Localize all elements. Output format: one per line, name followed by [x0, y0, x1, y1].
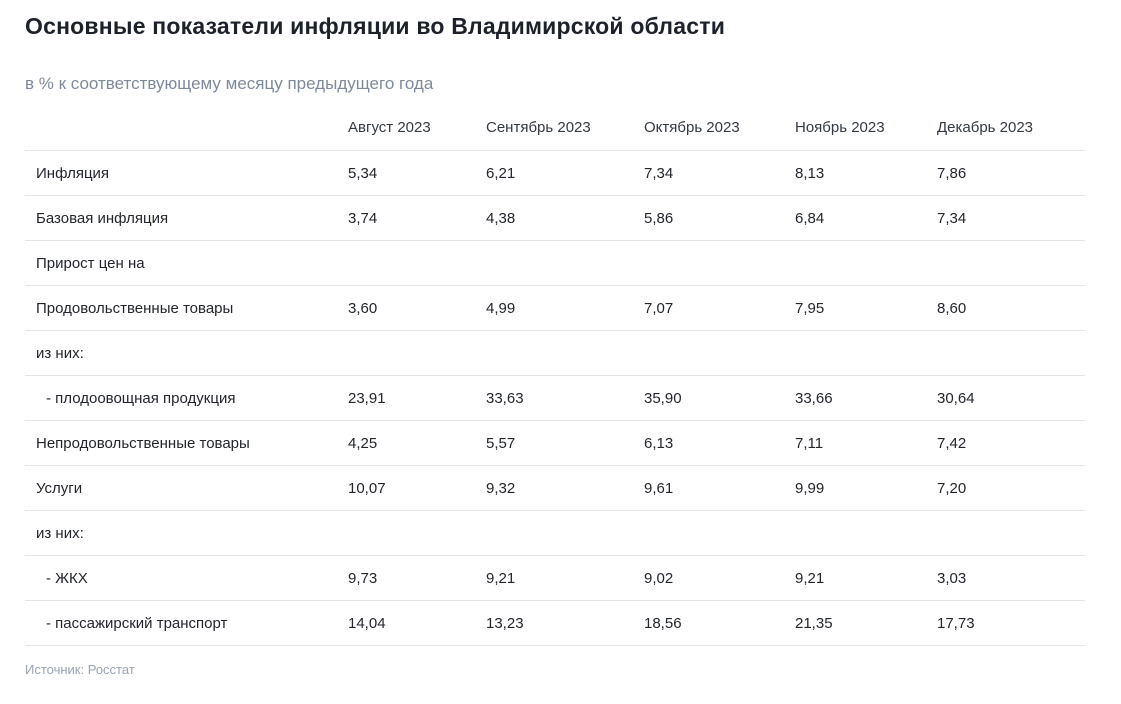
cell-value	[486, 241, 644, 286]
cell-value	[795, 331, 937, 376]
row-label: - пассажирский транспорт	[25, 601, 348, 646]
cell-value	[486, 511, 644, 556]
cell-value	[348, 241, 486, 286]
cell-value: 9,99	[795, 466, 937, 511]
cell-value: 7,95	[795, 286, 937, 331]
cell-value: 4,25	[348, 421, 486, 466]
table-header-row	[25, 107, 1085, 151]
cell-value	[644, 241, 795, 286]
cell-value: 33,66	[795, 376, 937, 421]
cell-value	[795, 241, 937, 286]
cell-value: 4,99	[486, 286, 644, 331]
cell-value: 9,61	[644, 466, 795, 511]
cell-value	[937, 511, 1085, 556]
cell-value: 7,34	[644, 151, 795, 196]
cell-value: 9,32	[486, 466, 644, 511]
cell-value	[937, 241, 1085, 286]
cell-value: 7,07	[644, 286, 795, 331]
cell-value: 5,57	[486, 421, 644, 466]
table-row	[25, 196, 1085, 241]
cell-value: 23,91	[348, 376, 486, 421]
inflation-table	[25, 107, 1085, 646]
cell-value	[795, 511, 937, 556]
cell-value: 7,34	[937, 196, 1085, 241]
row-label: Продовольственные товары	[25, 286, 348, 331]
cell-value: 7,42	[937, 421, 1085, 466]
cell-value: 5,34	[348, 151, 486, 196]
row-label: - ЖКХ	[25, 556, 348, 601]
cell-value: 3,74	[348, 196, 486, 241]
column-header: Сентябрь 2023	[486, 107, 644, 151]
column-header: Декабрь 2023	[937, 107, 1085, 151]
column-header: Октябрь 2023	[644, 107, 795, 151]
cell-value: 13,23	[486, 601, 644, 646]
row-label: Базовая инфляция	[25, 196, 348, 241]
cell-value: 8,60	[937, 286, 1085, 331]
column-header: Ноябрь 2023	[795, 107, 937, 151]
cell-value: 6,84	[795, 196, 937, 241]
cell-value: 30,64	[937, 376, 1085, 421]
cell-value: 21,35	[795, 601, 937, 646]
table-row	[25, 421, 1085, 466]
table-row	[25, 466, 1085, 511]
column-header-empty	[25, 107, 348, 151]
table-row	[25, 601, 1085, 646]
cell-value: 8,13	[795, 151, 937, 196]
cell-value: 9,21	[795, 556, 937, 601]
table-row	[25, 286, 1085, 331]
cell-value	[486, 331, 644, 376]
page-subtitle: в % к соответствующему месяцу предыдущего года	[25, 74, 434, 93]
column-header: Август 2023	[348, 107, 486, 151]
cell-value: 10,07	[348, 466, 486, 511]
cell-value: 6,21	[486, 151, 644, 196]
cell-value: 6,13	[644, 421, 795, 466]
cell-value	[348, 511, 486, 556]
page-title: Основные показатели инфляции во Владимирской области	[25, 13, 726, 39]
row-label: - плодоовощная продукция	[25, 376, 348, 421]
cell-value	[937, 331, 1085, 376]
row-label: Непродовольственные товары	[25, 421, 348, 466]
cell-value: 18,56	[644, 601, 795, 646]
cell-value	[644, 511, 795, 556]
cell-value: 4,38	[486, 196, 644, 241]
cell-value: 7,20	[937, 466, 1085, 511]
row-label: Инфляция	[25, 151, 348, 196]
cell-value: 14,04	[348, 601, 486, 646]
cell-value: 35,90	[644, 376, 795, 421]
row-label: из них:	[25, 511, 348, 556]
row-label: из них:	[25, 331, 348, 376]
cell-value: 9,73	[348, 556, 486, 601]
cell-value: 33,63	[486, 376, 644, 421]
table-row	[25, 241, 1085, 286]
cell-value: 5,86	[644, 196, 795, 241]
cell-value: 3,03	[937, 556, 1085, 601]
cell-value: 3,60	[348, 286, 486, 331]
cell-value: 9,21	[486, 556, 644, 601]
cell-value: 17,73	[937, 601, 1085, 646]
table-row	[25, 556, 1085, 601]
row-label: Услуги	[25, 466, 348, 511]
cell-value	[644, 331, 795, 376]
cell-value: 7,11	[795, 421, 937, 466]
cell-value: 7,86	[937, 151, 1085, 196]
cell-value: 9,02	[644, 556, 795, 601]
table-body	[25, 151, 1085, 646]
row-label: Прирост цен на	[25, 241, 348, 286]
table-row	[25, 331, 1085, 376]
table-row	[25, 151, 1085, 196]
cell-value	[348, 331, 486, 376]
table-row	[25, 376, 1085, 421]
table-row	[25, 511, 1085, 556]
source-note: Источник: Росстат	[25, 662, 135, 677]
